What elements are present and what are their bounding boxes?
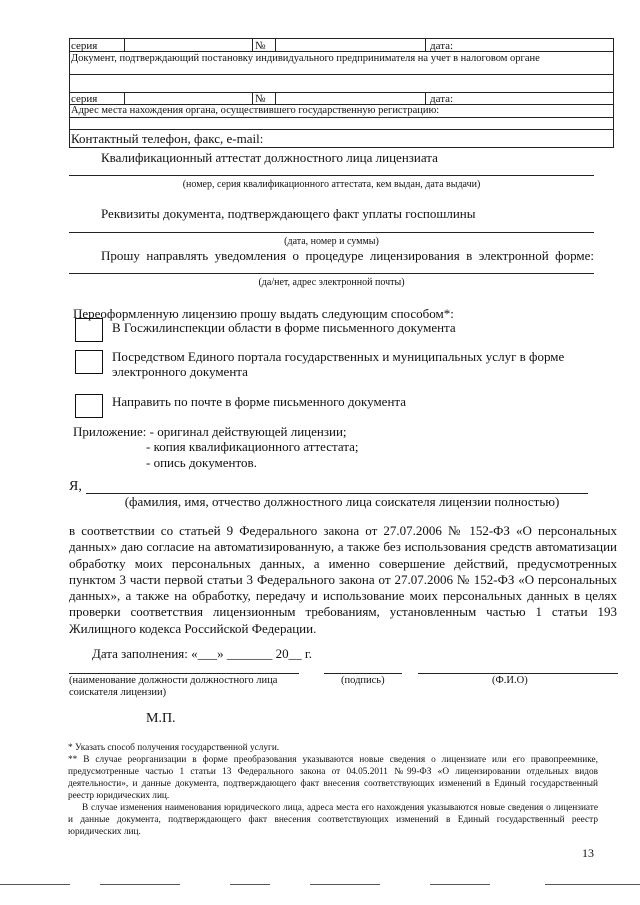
date-fill: Дата заполнения: «___» _______ 20__ г.	[92, 646, 313, 661]
option-portal-checkbox[interactable]	[75, 350, 103, 374]
notify-label: Прошу направлять уведомления о процедуре лицензирования в электронной форме:	[101, 248, 594, 263]
notify-line	[69, 273, 594, 274]
scan-artifact-line	[100, 884, 180, 885]
page-number: 13	[582, 846, 594, 860]
ya-label: Я,	[69, 479, 82, 494]
row2-number-label: №	[255, 93, 266, 105]
row2-date-label: дата:	[430, 93, 454, 105]
reissue-label: Переоформленную лицензию прошу выдать следующим способом*:	[73, 306, 454, 321]
fee-caption: (дата, номер и суммы)	[284, 236, 379, 247]
row1-date-label: дата:	[430, 40, 454, 52]
row1-seria-label: серия	[71, 40, 98, 52]
fio-caption: (фамилия, имя, отчество должностного лица соискателя лицензии полностью)	[124, 494, 560, 509]
position-line	[69, 673, 299, 674]
attachment-item: - опись документов.	[146, 455, 257, 470]
option-mail-label: Направить по почте в форме письменного документа	[112, 394, 407, 409]
attachment-item: - копия квалификационного аттестата;	[146, 439, 359, 454]
position-caption: (наименование должности должностного лица соискателя лицензии)	[69, 675, 278, 698]
address-label: Адрес места нахождения органа, осуществившего государственную регистрацию:	[71, 105, 440, 116]
scan-artifact-line	[230, 884, 270, 885]
option-inspection-checkbox[interactable]	[75, 318, 103, 342]
contact-label: Контактный телефон, факс, e-mail:	[71, 131, 264, 146]
scan-artifact-line	[310, 884, 380, 885]
doc-ip-label: Документ, подтверждающий постановку индивидуального предпринимателя на учет в налоговом органе	[71, 53, 540, 64]
qualification-line	[69, 175, 594, 176]
footnote-1: * Указать способ получения государственной услуги.	[68, 743, 280, 753]
qualification-label: Квалификационный аттестат должностного лица лицензиата	[101, 150, 438, 165]
attachments-label: Приложение: - оригинал действующей лицензии;	[73, 424, 347, 439]
consent-text: в соответствии со статьей 9 Федерального закона от 27.07.2006 № 152-ФЗ «О персональных данных» даю согласие на автоматизированную, а также без использования средств автоматизации обработку моих персональных данных, а именно совершение действий, предусмотренных пунктом 3 части первой статьи 3 Федерального закона от 27.07.2006 № 152-ФЗ «О персональных данных», а также на обработку, передачу и использование моих персональных данных в целях проверки соответствия лицензионным требованиям, установленным частью 1 статьи 193 Жилищного кодекса Российской Федерации.	[69, 523, 617, 636]
footnotes	[68, 742, 598, 838]
qualification-caption: (номер, серия квалификационного аттестата, кем выдан, дата выдачи)	[182, 179, 481, 190]
footnote-2: ** В случае реорганизации в форме преобразования указываются новые сведения о лицензиате или его правопреемнике, предусмотренные частью 1 статьи 13 Федерального закона от 04.05.2011 №99-ФЗ «О лицензировании отдельных видов деятельности», и данные документа, подтверждающего факт внесения соответствующих изменений в Единый государственный реестр юридических лиц.	[68, 755, 598, 801]
row2-seria-label: серия	[71, 93, 98, 105]
fio-sign-line	[418, 673, 618, 674]
sign-caption: (подпись)	[341, 675, 385, 686]
scan-artifact-line	[545, 884, 640, 885]
fee-line	[69, 232, 594, 233]
option-portal-label: Посредством Единого портала государственных и муниципальных услуг в форме	[112, 349, 565, 364]
fee-label: Реквизиты документа, подтверждающего факт уплаты госпошлины	[101, 206, 476, 221]
option-mail-checkbox[interactable]	[75, 394, 103, 418]
stamp-label: М.П.	[146, 711, 176, 726]
notify-caption: (да/нет, адрес электронной почты)	[258, 277, 405, 288]
fio-sign-caption: (Ф.И.О)	[492, 675, 528, 686]
row1-number-label: №	[255, 40, 266, 52]
sign-line	[324, 673, 402, 674]
scan-artifact-line	[0, 884, 70, 885]
option-portal-label-2: электронного документа	[112, 364, 248, 379]
footnote-3: В случае изменения наименования юридического лица, адреса места его нахождения указываются новые сведения о лицензиате и данные документа, подтверждающего факт внесения соответствующих изменений в Единый государственный реестр юридических лиц.	[68, 803, 598, 837]
scan-artifact-line	[430, 884, 490, 885]
option-inspection-label: В Госжилинспекции области в форме письменного документа	[112, 320, 456, 335]
